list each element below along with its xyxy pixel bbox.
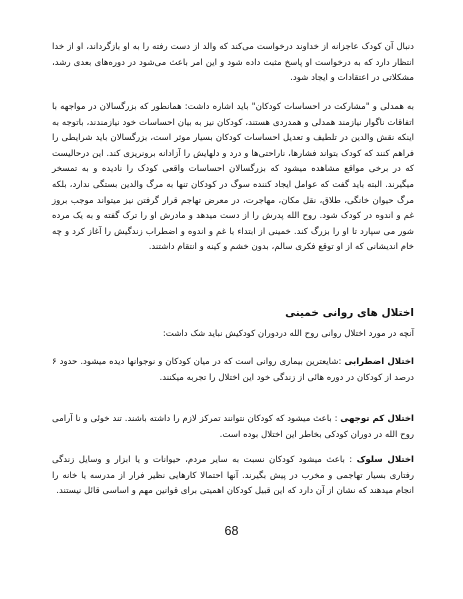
intro-paragraph: آنچه در مورد اختلال روانی روح الله دردوران کودکیش نباید شک داشت: (162, 329, 414, 339)
definition-attention (52, 412, 414, 443)
definition-text: : باعث میشود که کودکان نتوانند تمرکز لازم را داشته باشند. تند خوئی و نا آرامی روح الله در دوران کودکی بخاطر این اختلال بوده است. (52, 414, 414, 440)
paragraph-1: دنبال آن کودک عاجزانه از خداوند درخواست می‌کند که والد از دست رفته را به او بازگرداند، او از خدا انتظار دارد که به درخواست او پاسخ مثبت داده شود و این امر باعث می‌شود در دوره‌های بعدی رشد، مشکلاتی در اعتقادات و ایجاد شود. (52, 42, 414, 84)
definition-term: اختلال سلوک (356, 455, 414, 465)
definition-anxiety (52, 355, 414, 386)
definition-text: :شایعترین بیماری روانی است که در میان کودکان و نوجوانها دیده میشود. حدود ۶ درصد از کودکان در دوره هائی از زندگی خود این اختلال را تجربه میکنند. (52, 357, 414, 383)
definition-conduct (52, 453, 414, 500)
definition-text: : باعث میشود کودکان نسبت به سایر مردم، حیوانات و یا ابزار و وسایل زندگی رفتاری بسیار تهاجمی و مخرب در پیش بگیرند. آنها احتمالا کارهایی نظیر فرار از مدرسه یا خانه را انجام میدهند که نشان از آن دارد که این قبیل کودکان اهمیتی برای قوانین مهم و اساسی قائل نیستند. (52, 455, 414, 497)
page-number: 68 (224, 524, 239, 538)
definition-term: اختلال اضطرابی (344, 357, 414, 367)
paragraph-2: به همدلی و "مشارکت در احساسات کودکان" باید اشاره داشت: همانطور که بزرگسالان در مواجهه با اتفاقات ناگوار نیازمند همدلی و همدردی هستند، کودکان نیز به بیان احساسات خود نیازمندند، باتوجه به اینکه نقش والدین در تلطیف و تعدیل احساسات کودکان بسیار موثر است، بزرگسالان باید شرایطی را فراهم کنند که کودک بتواند فشارها، ناراحتی‌ها و درد و دلهایش را آزادانه برونریزی کند. این درحالیست که در برخی مواقع مشاهده میشود که بزرگسالان احساسات واقعی کودک را نادیده و به تمسخر میگیرند. البته باید گفت که عوامل ایجاد کننده سوگ در کودکان تنها به مرگ والدین بستگی ندارد، بلکه مرگ حیوان خانگی، طلاق، نقل مکان، مهاجرت، در معرض تهاجم قرار گرفتن نیز میتواند موجب بروز غم و اندوه در کودک شود. روح الله پدرش را از دست میدهد و مادرش او را ترک گفته و به یک مرده شور می سپارد تا او را بزرگ کند. خمینی از ابتداء با غم و اندوه و اضطراب زندگیش را آغاز کرد و چه خام اندیشانی که از او توقع فکری سالم، بدون خشم و کینه و انتقام داشتند. (52, 102, 414, 253)
section-heading: اختلال های روانی خمینی (285, 307, 414, 319)
definition-term: اختلال کم توجهی (340, 414, 415, 424)
